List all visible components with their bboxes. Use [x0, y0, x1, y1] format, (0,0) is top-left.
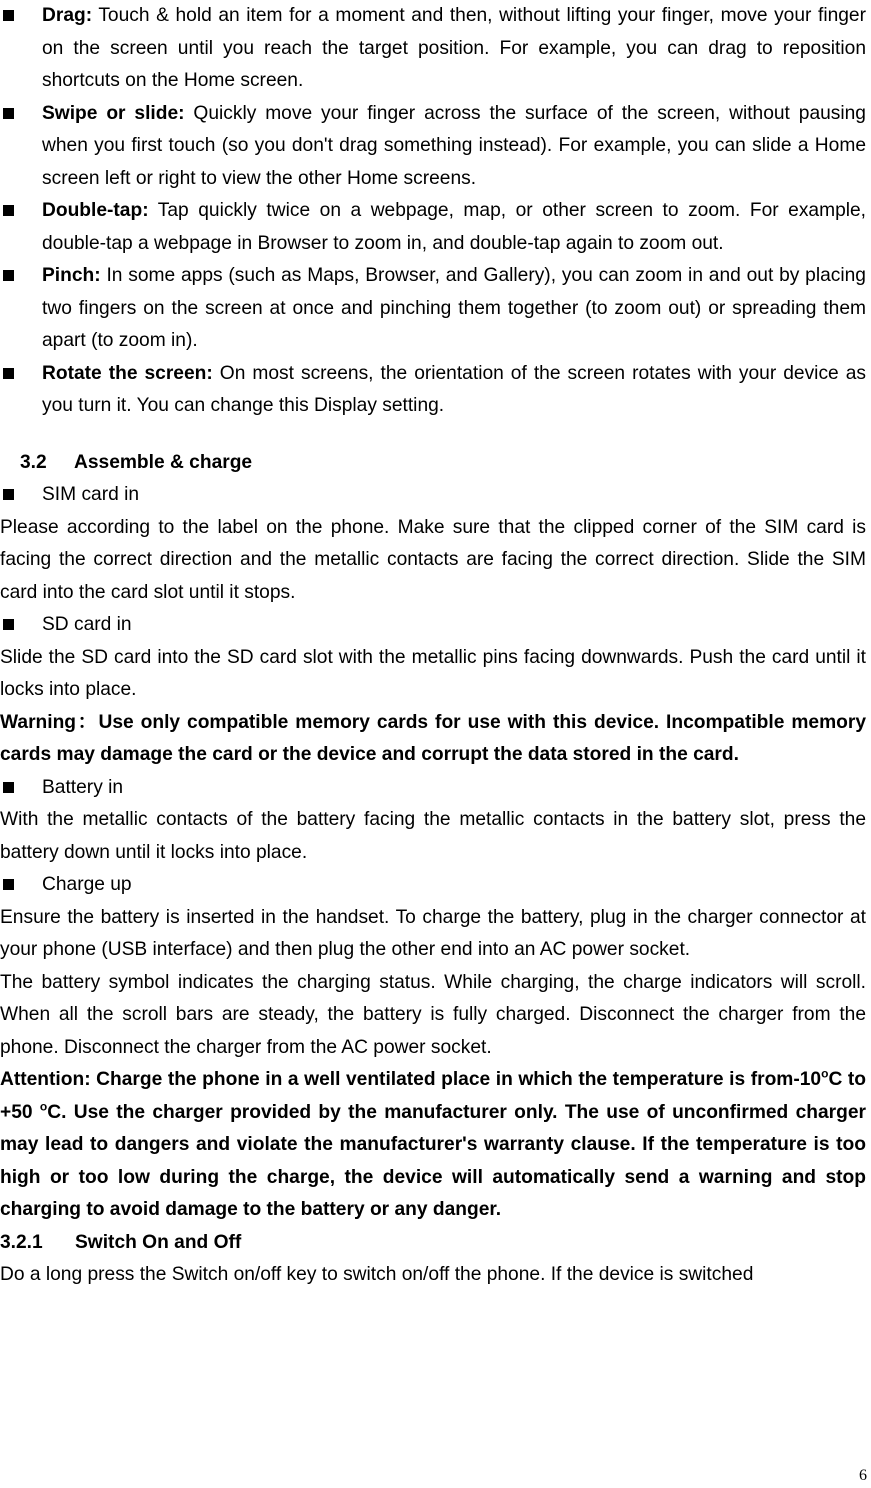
gesture-term: Rotate the screen: [42, 362, 213, 384]
gesture-text: Quickly move your finger across the surface of the screen, without pausing when you first touch (so you don't drag something instead). For example, you can slide a Home screen left or right to view the other Home screens. [42, 102, 866, 189]
sim-heading-text: SIM card in [42, 484, 140, 505]
charge-attention [0, 1064, 866, 1227]
sd-warning: Warning：Use only compatible memory cards for use with this device. Incompatible memory cards may damage the card or the device and corrupt the data stored in the card. [0, 711, 866, 765]
degree-mark: o [821, 1066, 829, 1081]
page-number: 6 [859, 1467, 867, 1484]
bullet-square-icon [3, 108, 14, 119]
bullet-square-icon [3, 619, 14, 630]
section-heading-3-2-1 [0, 1227, 866, 1260]
gesture-text: Touch & hold an item for a moment and then, without lifting your finger, move your finger on the screen until you reach the target position. For example, you can drag to reposition shortcuts on the Home screen. [42, 5, 866, 91]
gesture-term: Pinch: [42, 265, 101, 286]
charge-paragraph-1: Ensure the battery is inserted in the handset. To charge the battery, plug in the charger connector at your phone (USB interface) and then plug the other end into an AC power socket. [0, 906, 866, 960]
gesture-text: In some apps (such as Maps, Browser, and Gallery), you can zoom in and out by placing two fingers on the screen at once and pinching them together (to zoom out) or spreading them apart (to zoom in). [42, 265, 866, 351]
attention-part: C to +50 [0, 1069, 866, 1123]
section-number: 3.2.1 [0, 1231, 43, 1253]
section-number: 3.2 [20, 451, 47, 473]
bullet-square-icon [3, 270, 14, 281]
battery-heading-text: Battery in [42, 776, 124, 798]
gesture-rotate [0, 358, 866, 423]
gesture-term: Double-tap: [42, 200, 149, 221]
sim-paragraph: Please according to the label on the phone. Make sure that the clipped corner of the SIM card is facing the correct direction and the metallic contacts are facing the correct direction. Slide the SIM card into the card slot until it stops. [0, 516, 866, 603]
gesture-text: On most screens, the orientation of the screen rotates with your device as you turn it. You can change this Display setting. [42, 362, 866, 416]
bullet-square-icon [3, 879, 14, 890]
sd-paragraph: Slide the SD card into the SD card slot with the metallic pins facing downwards. Push the card until it locks into place. [0, 646, 866, 700]
gesture-swipe [0, 98, 866, 196]
battery-paragraph: With the metallic contacts of the battery facing the metallic contacts in the battery slot, press the battery down until it locks into place. [0, 809, 866, 863]
charge-heading-text: Charge up [42, 874, 132, 895]
gesture-double-tap [0, 195, 866, 260]
degree-mark: o [39, 1099, 48, 1114]
sim-heading [0, 479, 866, 512]
sd-heading-text: SD card in [42, 614, 132, 635]
gesture-text: Tap quickly twice on a webpage, map, or other screen to zoom. For example, double-tap a webpage in Browser to zoom in, and double-tap again to zoom out. [42, 200, 867, 254]
gesture-pinch [0, 260, 866, 358]
attention-part: Attention: Charge the phone in a well ventilated place in which the temperature is from-10 [0, 1069, 822, 1090]
gesture-term: Swipe or slide: [42, 102, 185, 124]
bullet-square-icon [3, 782, 14, 793]
battery-heading [0, 772, 866, 805]
gesture-term: Drag: [42, 5, 93, 26]
section-title: Assemble & charge [74, 451, 253, 473]
charge-heading [0, 869, 866, 902]
bullet-square-icon [3, 10, 14, 21]
sd-heading [0, 609, 866, 642]
bullet-square-icon [3, 368, 14, 379]
gesture-drag [0, 0, 866, 98]
charge-paragraph-2: The battery symbol indicates the charging status. While charging, the charge indicators will scroll. When all the scroll bars are steady, the battery is fully charged. Disconnect the charger from the phone. Disconnect the charger from the AC power socket. [0, 971, 866, 1058]
bullet-square-icon [3, 489, 14, 500]
switch-paragraph: Do a long press the Switch on/off key to switch on/off the phone. If the device is switched [0, 1264, 754, 1285]
attention-part: C. Use the charger provided by the manufacturer only. The use of unconfirmed charger may lead to dangers and violate the manufacturer's warranty clause. If the temperature is too high or too low during the charge, the device will automatically send a warning and stop charging to avoid damage to the battery or any danger. [0, 1101, 866, 1220]
section-title: Switch On and Off [75, 1231, 242, 1253]
bullet-square-icon [3, 205, 14, 216]
section-heading-3-2 [0, 447, 866, 480]
